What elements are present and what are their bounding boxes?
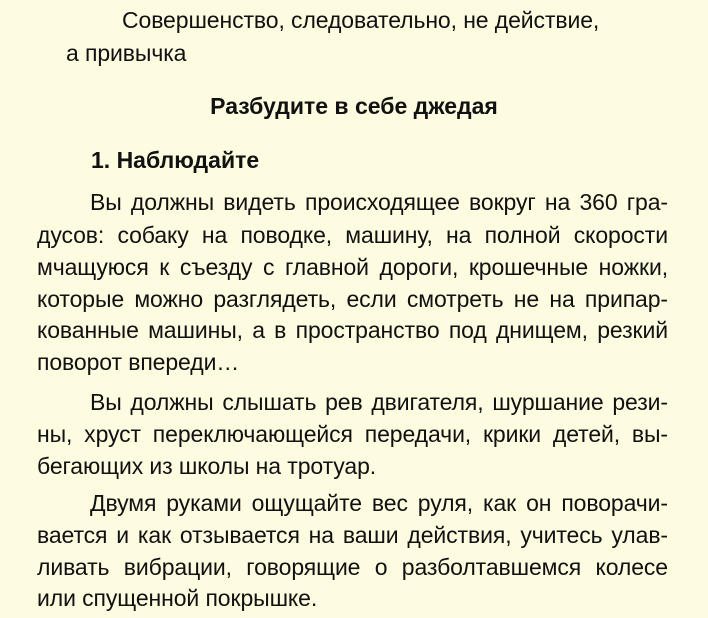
paragraph-line: мчащуюся к съезду с главной дороги, крошечные ножки, bbox=[37, 254, 668, 280]
paragraph-line: которые можно разглядеть, если смотреть не на припар- bbox=[37, 286, 668, 312]
paragraph-line: бегающих из школы на тротуар. bbox=[37, 453, 377, 479]
paragraph-line: или спущенной покрышке. bbox=[37, 585, 318, 611]
paragraph-line: кованные машины, а в пространство под днищем, резкий bbox=[37, 317, 668, 343]
paragraph-line: дусов: собаку на поводке, машину, на полной скорости bbox=[37, 222, 668, 248]
paragraph-line: поворот впереди… bbox=[37, 349, 240, 375]
epigraph-line: а привычка bbox=[66, 40, 187, 66]
paragraph-line: Вы должны слышать рев двигателя, шуршание рези- bbox=[90, 389, 668, 415]
section-title: Разбудите в себе джедая bbox=[210, 93, 498, 119]
paragraph-line: ливать вибрации, говорящие о разболтавшемся колесе bbox=[37, 554, 668, 580]
paragraph-line: Двумя руками ощущайте вес руля, как он поворачи- bbox=[90, 490, 668, 516]
paragraph-line: Вы должны видеть происходящее вокруг на 360 гра- bbox=[90, 189, 668, 215]
paragraph-line: вается и как отзывается на ваши действия, учитесь улав- bbox=[37, 522, 668, 548]
subsection-title: 1. Наблюдайте bbox=[91, 147, 260, 173]
epigraph-line: Совершенство, следовательно, не действие, bbox=[122, 7, 600, 33]
paragraph-line: ны, хруст переключающейся передачи, крики детей, вы- bbox=[37, 421, 668, 447]
